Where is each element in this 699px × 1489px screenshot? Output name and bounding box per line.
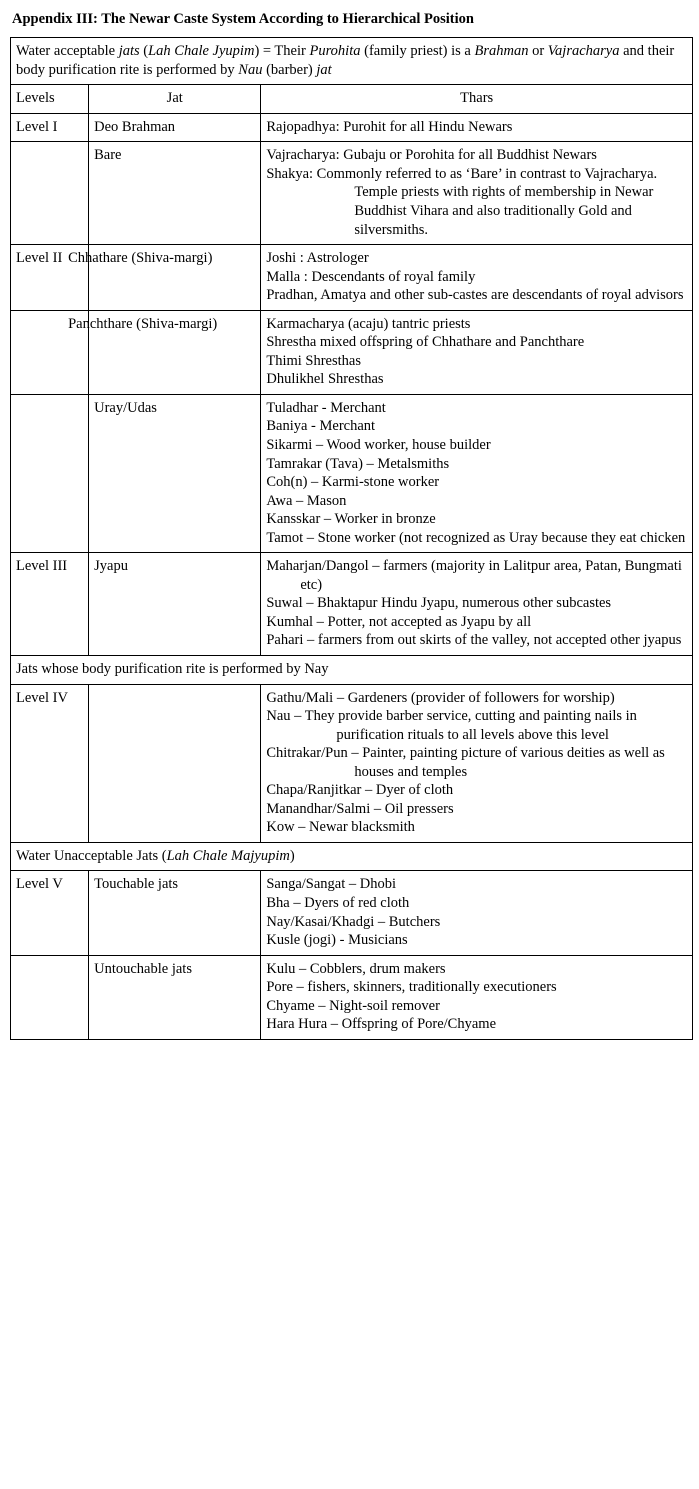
cell-level	[11, 955, 89, 1039]
cell-thars	[261, 871, 693, 955]
banner-nay: Jats whose body purification rite is performed by Nay	[11, 655, 693, 684]
thar-entry: Pradhan, Amatya and other sub-castes are descendants of royal advisors	[266, 287, 684, 304]
table-row	[11, 142, 693, 245]
thar-entry: Kow – Newar blacksmith	[266, 819, 415, 836]
cell-thars	[261, 553, 693, 656]
thar-entry: Tuladhar - Merchant	[266, 399, 386, 416]
cell-jat: Deo Brahman	[89, 113, 261, 142]
thar-entry: Hara Hura – Offspring of Pore/Chyame	[266, 1016, 497, 1033]
thar-entry: Awa – Mason	[266, 492, 347, 509]
cell-level: Level I	[11, 113, 89, 142]
thar-entry: Shrestha mixed offspring of Chhathare and Panchthare	[266, 334, 585, 351]
thar-entry: Maharjan/Dangol – farmers (majority in Lalitpur area, Patan, Bungmati etc)	[266, 558, 682, 593]
cell-level: Level II	[11, 245, 89, 311]
thar-entry: Thimi Shresthas	[266, 352, 361, 369]
column-header-jat: Jat	[89, 85, 261, 114]
cell-jat: Jyapu	[89, 553, 261, 656]
thar-entry: Baniya - Merchant	[266, 418, 376, 435]
thar-entry: Pore – fishers, skinners, traditionally executioners	[266, 979, 557, 996]
cell-thars	[261, 245, 693, 311]
thar-entry: Tamrakar (Tava) – Metalsmiths	[266, 455, 450, 472]
caste-system-table	[10, 37, 693, 1040]
thar-entry: Joshi : Astrologer	[266, 250, 369, 267]
cell-jat: Touchable jats	[89, 871, 261, 955]
thar-entry: Gathu/Mali – Gardeners (provider of followers for worship)	[266, 689, 615, 706]
thar-entry: Manandhar/Salmi – Oil pressers	[266, 800, 454, 817]
thar-entry: Malla : Descendants of royal family	[266, 268, 476, 285]
cell-level	[11, 394, 89, 552]
table-row	[11, 955, 693, 1039]
column-header-levels: Levels	[11, 85, 89, 114]
thar-entry: Kansskar – Worker in bronze	[266, 511, 436, 528]
thar-entry: Chapa/Ranjitkar – Dyer of cloth	[266, 782, 454, 799]
table-row-banner-water-acceptable	[11, 38, 693, 85]
thar-entry: Rajopadhya: Purohit for all Hindu Newars	[266, 118, 513, 135]
thar-entry: Nau – They provide barber service, cutting and painting nails in purification rituals to all levels above this level	[266, 708, 637, 743]
cell-level: Level III	[11, 553, 89, 656]
thar-entry: Coh(n) – Karmi-stone worker	[266, 474, 440, 491]
cell-thars	[261, 310, 693, 394]
thar-entry: Tamot – Stone worker (not recognized as Uray because they eat chicken	[266, 529, 686, 546]
thar-entry: Sanga/Sangat – Dhobi	[266, 876, 397, 893]
cell-thars	[261, 684, 693, 842]
table-row	[11, 394, 693, 552]
thar-entry: Vajracharya: Gubaju or Porohita for all Buddhist Newars	[266, 147, 597, 164]
thar-entry: Dhulikhel Shresthas	[266, 371, 384, 388]
thar-entry: Shakya: Commonly referred to as ‘Bare’ in contrast to Vajracharya. Temple priests with rights of membership in Newar Buddhist Vihara and also traditionally Gold and silversmiths.	[266, 165, 658, 238]
thar-entry: Chitrakar/Pun – Painter, painting picture of various deities as well as houses and temples	[266, 745, 665, 780]
thar-entry: Bha – Dyers of red cloth	[266, 895, 410, 911]
cell-level	[11, 142, 89, 245]
cell-thars	[261, 955, 693, 1039]
cell-level: Level IV	[11, 684, 89, 842]
thar-entry: Sikarmi – Wood worker, house builder	[266, 436, 491, 453]
banner-water-acceptable: Water acceptable jats (Lah Chale Jyupim) = Their Purohita (family priest) is a Brahman or Vajracharya and their body purification rite is performed by Nau (barber) jat	[11, 38, 693, 85]
thar-entry: Kulu – Cobblers, drum makers	[266, 960, 446, 977]
cell-jat	[89, 684, 261, 842]
table-row	[11, 310, 693, 394]
thar-entry: Kusle (jogi) - Musicians	[266, 932, 408, 949]
table-row	[11, 245, 693, 311]
cell-jat: Panchthare (Shiva-margi)	[89, 310, 261, 394]
table-header-row	[11, 85, 693, 114]
cell-jat: Untouchable jats	[89, 955, 261, 1039]
thar-entry: Chyame – Night-soil remover	[266, 997, 440, 1014]
column-header-thars: Thars	[261, 85, 693, 114]
table-row	[11, 113, 693, 142]
cell-jat: Chhathare (Shiva-margi)	[89, 245, 261, 311]
thar-entry: Suwal – Bhaktapur Hindu Jyapu, numerous other subcastes	[266, 595, 612, 612]
cell-thars	[261, 394, 693, 552]
cell-thars	[261, 142, 693, 245]
table-row-banner-nay	[11, 655, 693, 684]
table-row-banner-water-unacceptable	[11, 842, 693, 871]
table-row	[11, 553, 693, 656]
cell-jat: Uray/Udas	[89, 394, 261, 552]
cell-thars	[261, 113, 693, 142]
banner-water-unacceptable: Water Unacceptable Jats (Lah Chale Majyupim)	[11, 842, 693, 871]
table-row	[11, 684, 693, 842]
table-row	[11, 871, 693, 955]
thar-entry: Karmacharya (acaju) tantric priests	[266, 315, 471, 332]
thar-entry: Pahari – farmers from out skirts of the valley, not accepted other jyapus	[266, 632, 682, 649]
cell-level: Level V	[11, 871, 89, 955]
thar-entry: Nay/Kasai/Khadgi – Butchers	[266, 913, 441, 930]
cell-jat: Bare	[89, 142, 261, 245]
thar-entry: Kumhal – Potter, not accepted as Jyapu by all	[266, 613, 532, 630]
page-title: Appendix III: The Newar Caste System According to Hierarchical Position	[12, 11, 474, 27]
